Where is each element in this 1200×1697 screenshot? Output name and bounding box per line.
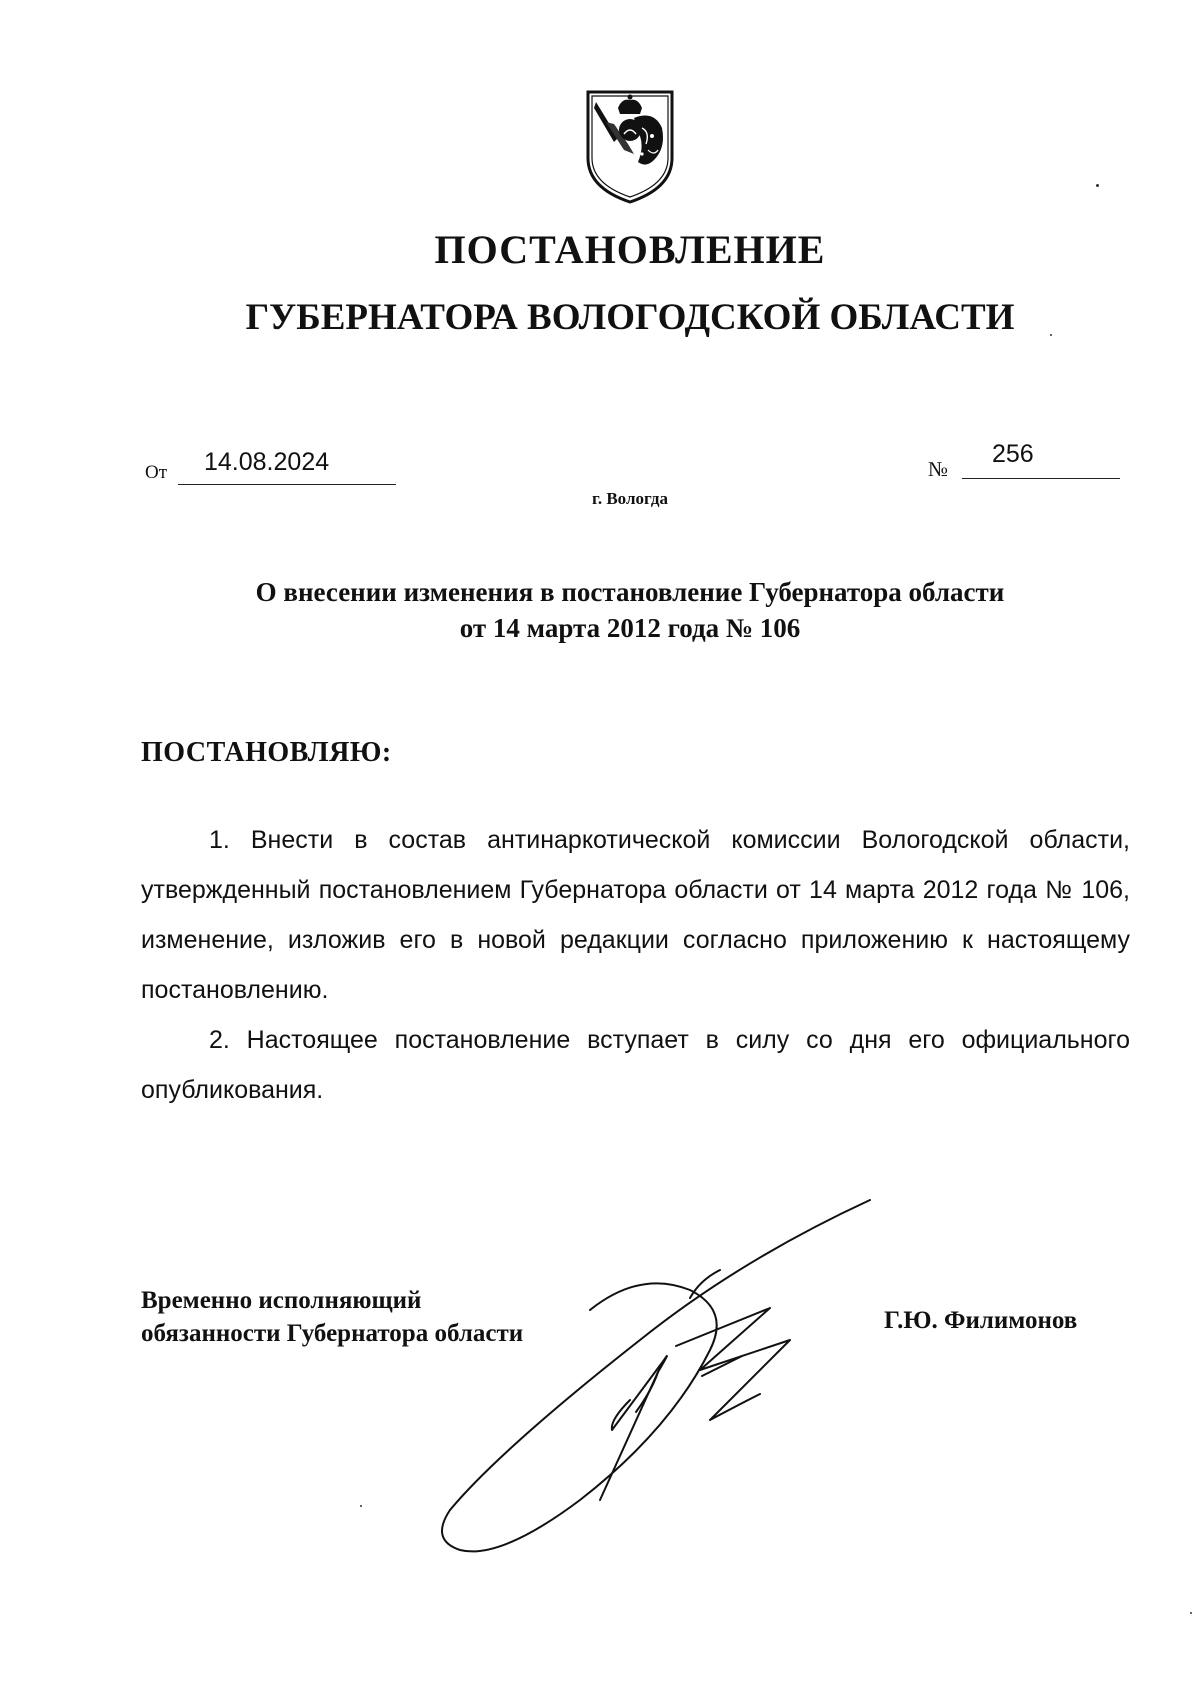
- document-body: [141, 815, 1130, 1115]
- coat-of-arms-emblem: [584, 88, 676, 206]
- city-label: г. Вологда: [592, 489, 668, 508]
- document-subject: [0, 574, 1200, 646]
- scan-speck: [1050, 334, 1052, 336]
- paragraph-1: 1. Внести в состав антинаркотической комиссии Вологодской области, утвержденный постановлением Губернатора области от 14 марта 2012 года № 106, изменение, изложив его в новой редакции согласно приложению к настоящему постановлению.: [141, 826, 1130, 1004]
- scan-speck: [360, 1505, 362, 1507]
- date-label: От: [145, 462, 168, 483]
- number-field: [962, 440, 1120, 479]
- scan-speck: [1096, 184, 1099, 187]
- number-label: №: [928, 457, 949, 481]
- subject-line-1: О внесении изменения в постановление Губернатора области: [255, 577, 1005, 607]
- signer-position-line-1: Временно исполняющий: [141, 1287, 422, 1314]
- document-subtitle: ГУБЕРНАТОРА ВОЛОГОДСКОЙ ОБЛАСТИ: [245, 297, 1015, 338]
- date-field: [178, 446, 396, 485]
- number-value: 256: [992, 440, 1034, 468]
- decree-heading: ПОСТАНОВЛЯЮ:: [141, 737, 392, 768]
- date-value: 14.08.2024: [204, 448, 330, 476]
- signer-name: Г.Ю. Филимонов: [884, 1307, 1078, 1334]
- paragraph-2: 2. Настоящее постановление вступает в силу со дня его официального опубликования.: [141, 1026, 1130, 1104]
- signer-position-line-2: обязанности Губернатора области: [141, 1320, 524, 1347]
- subject-line-2: от 14 марта 2012 года № 106: [459, 613, 801, 643]
- document-title: ПОСТАНОВЛЕНИЕ: [434, 227, 826, 272]
- handwritten-signature: [440, 1180, 960, 1560]
- scan-speck: [1190, 1612, 1192, 1614]
